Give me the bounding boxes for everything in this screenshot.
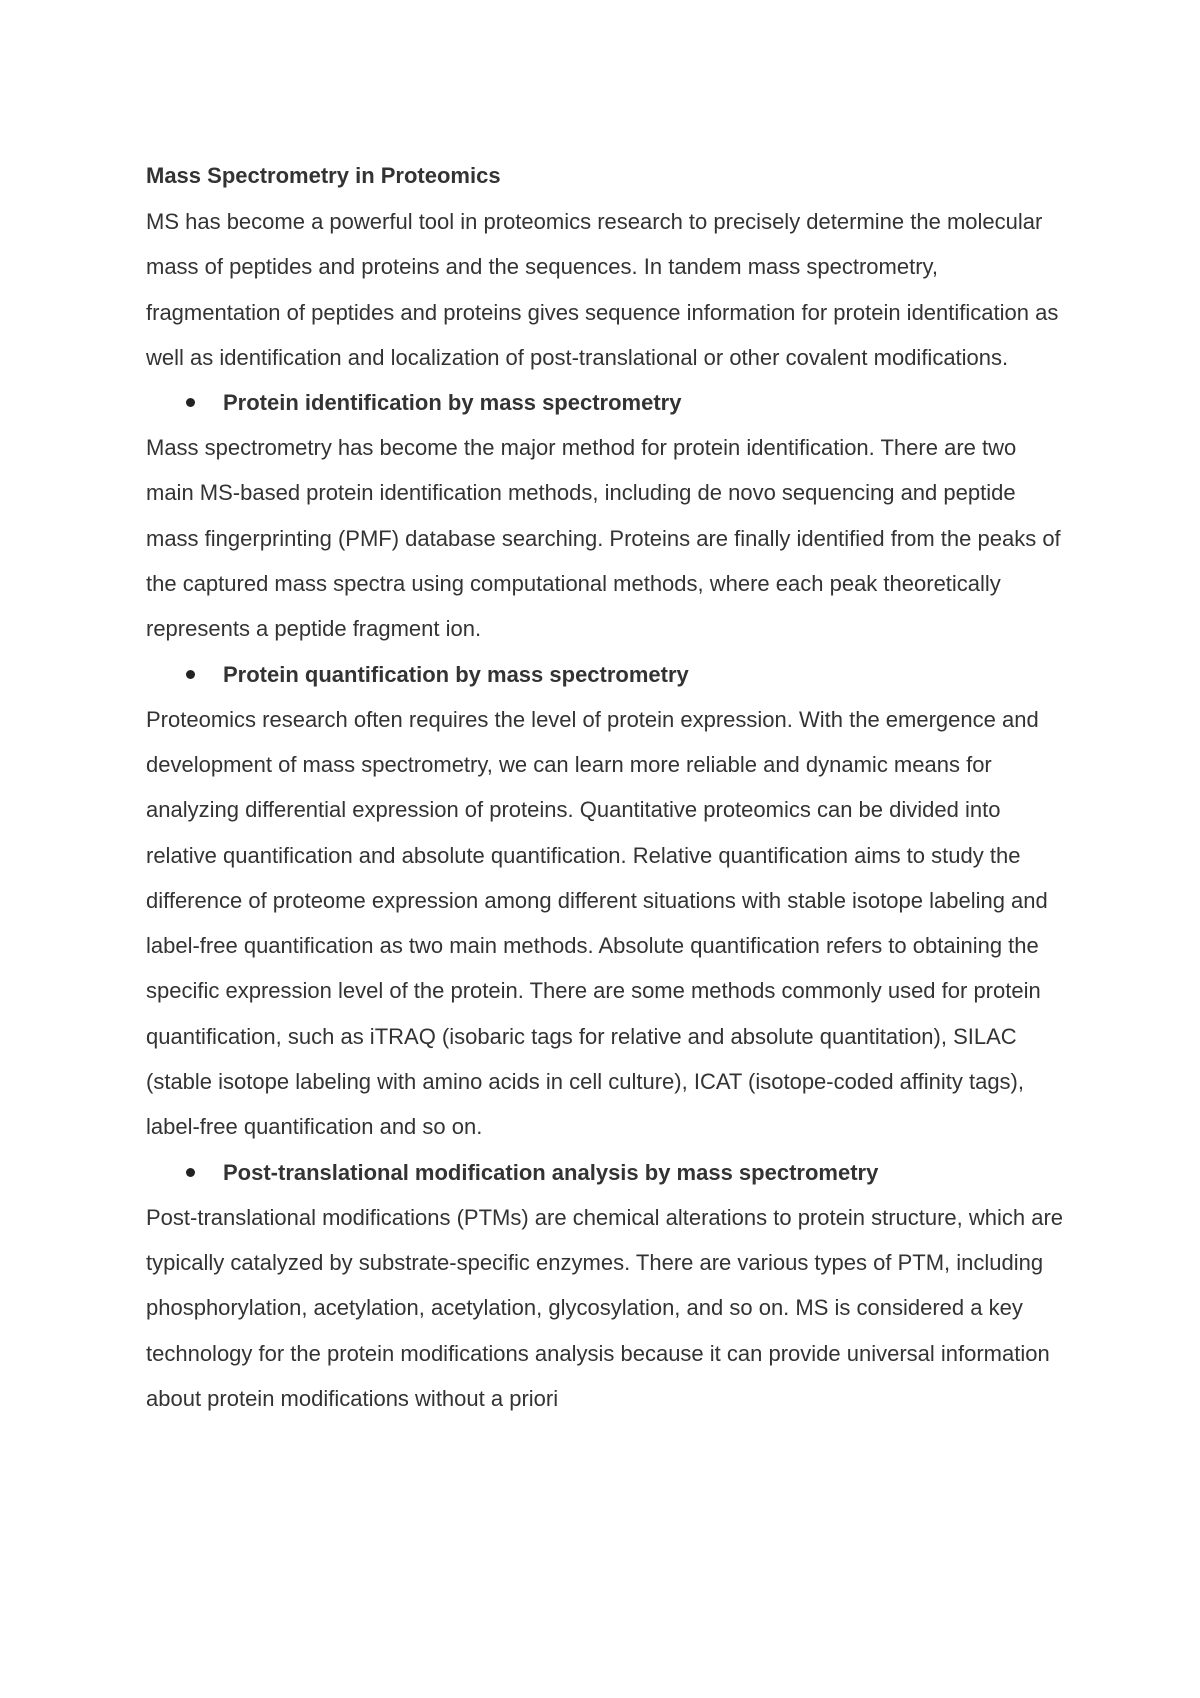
section-heading-text: Protein quantification by mass spectrometry: [223, 661, 689, 687]
bullet-icon: [186, 398, 195, 407]
bullet-icon: [186, 1168, 195, 1177]
section-body-quantification: Proteomics research often requires the level of protein expression. With the emergence and development of mass spectrometry, we can learn more reliable and dynamic means for analyzing differential expression of proteins. Quantitative proteomics can be divided into relative quantification and absolute quantification. Relative quantification aims to study the difference of proteome expression among different situations with stable isotope labeling and label-free quantification as two main methods. Absolute quantification refers to obtaining the specific expression level of the protein. There are some methods commonly used for protein quantification, such as iTRAQ (isobaric tags for relative and absolute quantitation), SILAC (stable isotope labeling with amino acids in cell culture), ICAT (isotope-coded affinity tags), label-free quantification and so on.: [146, 706, 1048, 1140]
document-title: Mass Spectrometry in Proteomics: [146, 163, 501, 188]
intro-paragraph: MS has become a powerful tool in proteomics research to precisely determine the molecular mass of peptides and proteins and the sequences. In tandem mass spectrometry, fragmentation of peptides and proteins gives sequence information for protein identification as well as identification and localization of post-translational or other covalent modifications.: [146, 209, 1059, 370]
section-heading-text: Post-translational modification analysis by mass spectrometry: [223, 1159, 879, 1185]
section-heading-ptm: [146, 1150, 1066, 1195]
section-heading-quantification: [146, 652, 1066, 697]
bullet-icon: [186, 670, 195, 679]
document-page: [146, 153, 1066, 1421]
section-body-ptm: Post-translational modifications (PTMs) are chemical alterations to protein structure, which are typically catalyzed by substrate-specific enzymes. There are various types of PTM, including phosphorylation, acetylation, acetylation, glycosylation, and so on. MS is considered a key technology for the protein modifications analysis because it can provide universal information about protein modifications without a priori: [146, 1204, 1064, 1411]
section-heading-identification: [146, 380, 1066, 425]
section-heading-text: Protein identification by mass spectrometry: [223, 390, 682, 416]
section-body-identification: Mass spectrometry has become the major method for protein identification. There are two main MS-based protein identification methods, including de novo sequencing and peptide mass fingerprinting (PMF) database searching. Proteins are finally identified from the peaks of the captured mass spectra using computational methods, where each peak theoretically represents a peptide fragment ion.: [146, 435, 1061, 642]
